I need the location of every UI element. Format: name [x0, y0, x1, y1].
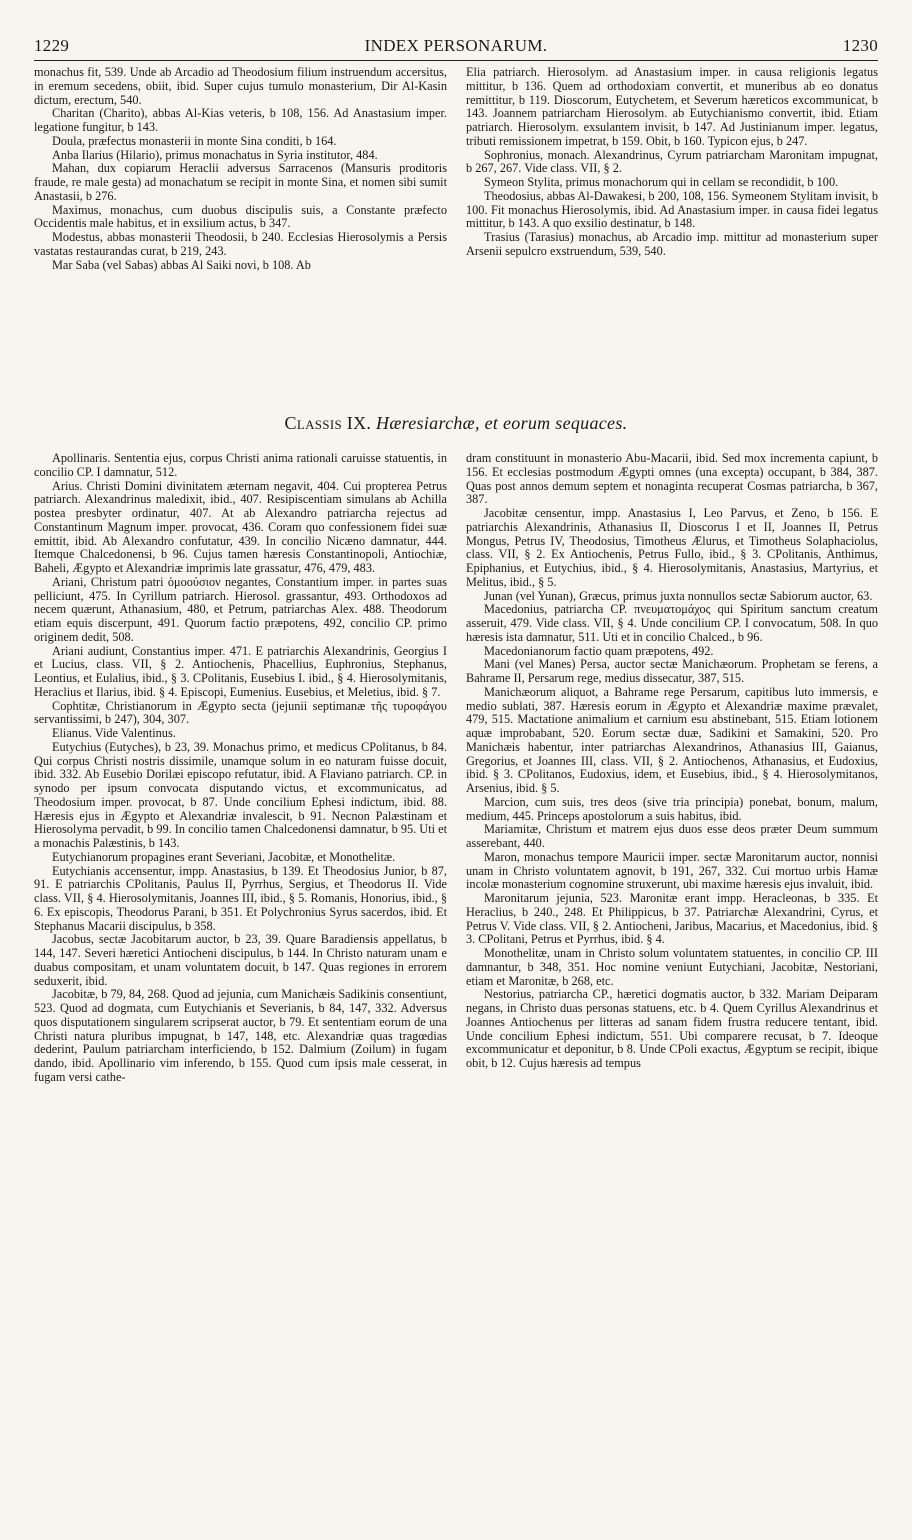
index-entry: Symeon Stylita, primus monachorum qui in cellam se recondidit, b 100. [484, 175, 839, 189]
index-entry: Mani (vel Manes) Persa, auctor sectæ Manichæorum. Prophetam se ferens, a Bahrame II, Persarum rege, medius dissecatur, 387, 515. [466, 657, 878, 685]
index-entry: Sophronius, monach. Alexandrinus, Cyrum patriarcham Maronitam impugnat, b 267, 267. Vide class. VII, § 2. [466, 147, 878, 176]
index-entry: Eutychius (Eutyches), b 23, 39. Monachus primo, et medicus CPolitanus, b 84. Qui corpus Christi nostris dissimile, unamque solum in eo naturam fuisse docuit, ibid. 332. Ab Eusebio Dorilæi episcopo refutatur, ibid. A Flaviano patriarch. CP. in synodo per ipsum convocata disputando victus, et excommunicatus, ad Theodosium imper. provocat, b 87. Unde concilium Ephesi indictum, ibid. 88. Hæresis ejus in Ægypto et Alexandriæ invalescit, b 91. Necnon Palæstinam et Hierosolyma pervadit, b 99. In concilio tamen Chalcedonensi damnatur, b 95. Uti et a monachis Palæstinis, b 143. [34, 739, 447, 850]
index-entry: Jacobitæ censentur, impp. Anastasius I, Leo Parvus, et Zeno, b 156. E patriarchis Alexandrinis, Athanasius II, Dioscorus I et II, Joannes II, Petrus Mongus, Petrus IV, Theodosius, Timotheus Ælurus, et Timotheus Solaphaciolus, class. VII, § 2. Ex Antiochenis, Petrus Fullo, ibid., § 3. CPolitanis, Anthimus, Epiphanius, et Eutychius, ibid., § 4. Hierosolymitanis, Anastasius, Martyrius, et Melitus, ibid., § 5. [466, 506, 878, 589]
classis-subtitle: Hæresiarchæ, et eorum sequaces. [376, 413, 628, 433]
index-entry: Junan (vel Yunan), Græcus, primus juxta nonnullos sectæ Sabiorum auctor, 63. [484, 588, 873, 603]
index-entry: Charitan (Charito), abbas Al-Kias veteris, b 108, 156. Ad Anastasium imper. legatione fungitur, b 143. [34, 106, 447, 134]
page-number-right: 1230 [842, 36, 878, 55]
index-entry: Mahan, dux copiarum Heraclii adversus Sarracenos (Mansuris proditoris fraude, re male gesta) ad monachatum se recipit in monte Sina, et nomen sibi sumit Anastasii, b 276. [34, 161, 447, 203]
index-entry: monachus fit, 539. Unde ab Arcadio ad Theodosium filium instruendum accersitus, in eremum secedens, obiit, ibid. Super cujus tumulo monasterium, Dir Al-Kasin dictum, erectum, 540. [34, 65, 447, 107]
header-rule [34, 60, 878, 61]
upper-right-column [466, 66, 878, 259]
page-title: INDEX PERSONARUM. [364, 36, 548, 55]
classis-label: Classis IX. [284, 413, 372, 433]
index-entry: Jacobus, sectæ Jacobitarum auctor, b 23, 39. Quare Baradiensis appellatus, b 144, 147. Severi hæretici Antiocheni discipulus, b 144. In Christo naturam unam e duabus compositam, et unam voluntatem docuit, b 147. Quas regiones in errorem seduxerit, ibid. [34, 932, 447, 988]
index-entry: Manichæorum aliquot, a Bahrame rege Persarum, capitibus luto immersis, e medio sublati, 387. Hæresis eorum in Ægypto et Alexandriæ maxime prævalet, 479, 515. Mactatione animalium et carnium esu abstinebant, 515. Etiam lotionem aquæ improbabant, 520. Eorum sectæ duæ, Sadikini et Samakini, 520. Pro Manichæis habentur, inter patriarchas Alexandrinos, Athanasius III, Gaianus, Gregorius, et Joannes III, class. VII, § 2. Antiochenos, Athanasius, et Eudoxius, ibid. § 3. CPolitanos, Eudoxius, idem, et Eusebius, ibid., § 4. Hierosolymitanos, Arsenius, ibid. § 5. [466, 684, 878, 795]
index-entry: Mar Saba (vel Sabas) abbas Al Saiki novi, b 108. Ab [52, 257, 311, 272]
index-entry: Anba Ilarius (Hilario), primus monachatus in Syria institutor, 484. [52, 147, 378, 162]
index-entry: Marcion, cum suis, tres deos (sive tria principia) ponebat, bonum, malum, medium, 445. Princeps apostolorum a suis habitus, ibid. [466, 794, 878, 823]
index-entry: Maron, monachus tempore Mauricii imper. sectæ Maronitarum auctor, nonnisi unam in Christo voluntatem agnovit, b 191, 267, 332. Cui mortuo urbis Hamæ incolæ monasterium cognomine struxerunt, ubi maxime hæresis ejus invaluit, ibid. [466, 849, 878, 892]
index-entry: Maximus, monachus, cum duobus discipulis suis, a Constante præfecto Occidentis male habitus, et in exsilium actus, b 347. [34, 202, 447, 231]
upper-left-column [34, 66, 447, 272]
running-head [34, 36, 878, 58]
lower-left-column [34, 452, 447, 1085]
index-entry: Ariani audiunt, Constantius imper. 471. E patriarchis Alexandrinis, Georgius I et Lucius, class. VII, § 2. Antiochenis, Phacellius, Euphronius, Stephanus, Leontius, et Eulalius, ibid., § 3. CPolitanis, Eusebius I. ibid., § 4. Hierosolymitanis, Heraclius et Ilarius, ibid. § 4. Episcopi, Eumenius. Eusebius, et Meletius, ibid. § 7. [34, 643, 447, 699]
index-entry: Elianus. Vide Valentinus. [52, 726, 176, 740]
index-entry: Arius. Christi Domini divinitatem æternam negavit, 404. Cui propterea Petrus patriarch. Alexandrinus maledixit, ibid., 407. Resipiscentiam simulans ab Achilla postea presbyter ordinatur, 407. At ab Alexandro patriarcha rejectus ad Constantinum Magnum imper. provocat, 436. Coram quo confessionem fidei suæ emittit, ibid. Ab Alexandro confutatur, 439. In concilio Nicæno damnatur, 444. Itemque Chalcedonensi, b 96. Cujus tamen hæresis Constantinopoli, Antiochiæ, Baheli, Ægypto et Alexandriæ imprimis late grassatur, 476, 479, 483. [34, 478, 447, 575]
index-entry: Elia patriarch. Hierosolym. ad Anastasium imper. in causa religionis legatus mittitur, b 136. Quem ad orthodoxiam convertit, et muneribus ab eo donatus remittitur, b 119. Dioscorum, Eutychetem, et Severum hæreticos excommunicat, b 143. Joannem patriarcham Hierosolym. ab Eutychianismo convertit, ibid. Etiam patriarch. Hierosolym. exsulantem invisit, b 147. Ad Justinianum imper. legatus, tributi remissionem impetrat, b 159. Obit, b 160. Typicon ejus, b 247. [466, 65, 878, 148]
index-entry: Nestorius, patriarcha CP., hæretici dogmatis auctor, b 332. Mariam Deiparam negans, in Christo duas personas statuens, etc. b 4. Quem Cyrillus Alexandrinus et Joannes Antiochenus per litteras ad sanam fidem frustra reducere tentant, ibid. Unde concilium Ephesi indictum, 551. Ubi comparere recusat, b 7. Ideoque excommunicatur et deponitur, b 8. Unde CPoli exactus, Ægyptum se recipit, ibique obit, b 12. Cujus hæresis ad tempus [466, 987, 878, 1070]
index-entry: Jacobitæ, b 79, 84, 268. Quod ad jejunia, cum Manichæis Sadikinis consentiunt, 523. Quod ad dogmata, cum Eutychianis et Severianis, b 84, 147, 332. Adversus quos disputationem singularem scripserat auctor, b 79. Et sententiam eorum de una Christi natura pluribus impugnat, b 147, 148, etc. Alexandriæ quas tragœdias dederint, Paulum patriarcham interficiendo, b 152. Dalmium (Zoilum) in fugam dando, ibid. Apollinario vim inferendo, b 155. Quod cum ipsis male cesserat, in fugam versi cathe- [34, 987, 447, 1084]
index-entry: Modestus, abbas monasterii Theodosii, b 240. Ecclesias Hierosolymis a Persis vastatas restaurandas curat, b 219, 243. [34, 230, 447, 258]
index-entry: Trasius (Tarasius) monachus, ab Arcadio imp. mittitur ad monasterium super Arsenii sepulcro exstruendum, 539, 540. [466, 230, 878, 258]
index-entry: Maronitarum jejunia, 523. Maronitæ erant impp. Heracleonas, b 335. Et Heraclius, b 240., 248. Et Philippicus, b 37. Patriarchæ Alexandrini, Cyrus, et Petrus V. Vide class. VII, § 2. Antiocheni, Jaribus, Macarius, et Macedonius, ibid. § 3. CPolitani, Petrus et Pyrrhus, ibid. § 4. [466, 891, 878, 947]
index-entry: Mariamitæ, Christum et matrem ejus duos esse deos præter Deum summum asserebant, 440. [466, 822, 878, 850]
index-entry: Theodosius, abbas Al-Dawakesi, b 200, 108, 156. Symeonem Stylitam invisit, b 100. Fit monachus Hierosolymis, ibid. Ad Anastasium imper. in causa fidei legatus mittitur, b 143. A quo exsilio destinatur, b 148. [466, 188, 878, 231]
index-entry: Apollinaris. Sententia ejus, corpus Christi anima rationali caruisse statuentis, in concilio CP. I damnatur, 512. [34, 451, 447, 479]
index-entry: Monothelitæ, unam in Christo solum voluntatem statuentes, in concilio CP. III damnantur, b 348, 351. Hoc nomine veniunt Eutychiani, Jacobitæ, Nestoriani, etiam et Maronitæ, b 268, etc. [466, 946, 878, 988]
index-entry: Eutychianorum propagines erant Severiani, Jacobitæ, et Monothelitæ. [52, 849, 396, 864]
index-entry: Eutychianis accensentur, impp. Anastasius, b 139. Et Theodosius Junior, b 87, 91. E patriarchis CPolitanis, Paulus II, Pyrrhus, Sergius, et Theodorus II. Vide class. VII, § 4. Hierosolymitanis, Joannes III, ibid., § 5. Romanis, Honorius, ibid., § 6. Ex episcopis, Theodorus Parani, b 351. Et Polychronius Syrus sacerdos, ibid. Et Stephanus Macarii discipulus, b 358. [34, 863, 447, 933]
index-entry: Macedonianorum factio quam præpotens, 492. [484, 643, 714, 658]
page-number-left: 1229 [34, 36, 70, 55]
section-heading [34, 413, 878, 434]
index-entry: Cophtitæ, Christianorum in Ægypto secta (jejunii septimanæ τῆς τυροφάγου servantissimi, b 247), 304, 307. [34, 698, 447, 727]
index-entry: dram constituunt in monasterio Abu-Macarii, ibid. Sed mox incrementa capiunt, b 156. Et ecclesias postmodum Ægypti omnes (una excepta) occupant, b 384, 387. Quas post annos demum septem et nonaginta recuperat Cosmas patriarcha, b 367, 387. [466, 451, 878, 507]
index-entry: Ariani, Christum patri ὁμοούσιον negantes, Constantium imper. in partes suas pelliciunt, 475. In Cyrillum patriarch. Hierosol. grassantur, 493. Orthodoxos ad necem quærunt, Athanasium, 480, et Petrum, patriarchas Alex. 488. Theodorum etiam equis discerpunt, 491. Quorum factio præpotens, 492, concilio CP. primo originem dedit, 508. [34, 574, 447, 644]
index-entry: Doula, præfectus monasterii in monte Sina conditi, b 164. [52, 133, 337, 148]
index-entry: Macedonius, patriarcha CP. πνευματομάχος qui Spiritum sanctum creatum asseruit, 479. Vide class. VII, § 4. Unde concilium CP. I convocatum, 508. In quo hæresis ista damnatur, 511. Uti et in concilio Chalced., b 96. [466, 602, 878, 644]
lower-right-column [466, 452, 878, 1071]
